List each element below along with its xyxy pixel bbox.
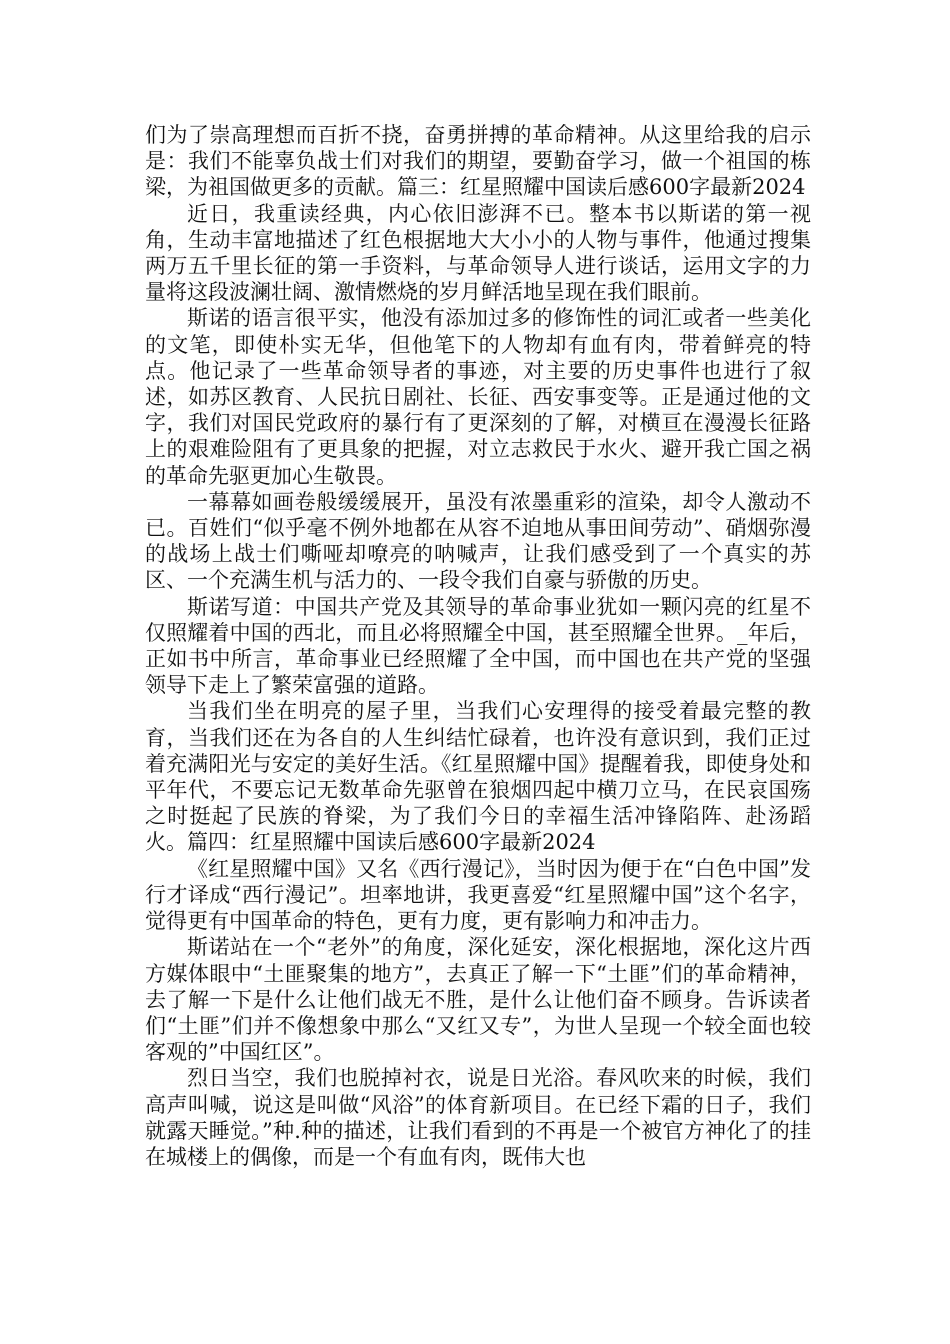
paragraph: 斯诺站在一个“老外”的角度，深化延安，深化根据地，深化这片西方媒体眼中“土匪聚集的地方”，去真正了解一下“土匪”们的革命精神，去了解一下是什么让他们战无不胜，是什么让他们奋不顾身。告诉读者们“土匪”们并不像想象中那么“又红又专”，为世人呈现一个较全面也较客观的”中国红区”。 bbox=[145, 935, 811, 1065]
paragraph-continuation: 们为了崇高理想而百折不挠，奋勇拼搏的革命精神。从这里给我的启示是：我们不能辜负战士们对我们的期望，要勤奋学习，做一个祖国的栋梁，为祖国做更多的贡献。篇三：红星照耀中国读后感600字最新2024 bbox=[145, 123, 811, 200]
paragraph: 斯诺的语言很平实，他没有添加过多的修饰性的词汇或者一些美化的文笔，即使朴实无华，但他笔下的人物却有血有肉，带着鲜亮的特点。他记录了一些革命领导者的事迹，对主要的历史事件也进行了叙述，如苏区教育、人民抗日剧社、长征、西安事变等。正是通过他的文字，我们对国民党政府的暴行有了更深刻的了解，对横亘在漫漫长征路上的艰难险阻有了更具象的把握，对立志救民于水火、避开我亡国之祸的革命先驱更加心生敬畏。 bbox=[145, 306, 811, 488]
paragraph: 烈日当空，我们也脱掉衬衣，说是日光浴。春风吹来的时候，我们高声叫喊，说这是叫做“风浴”的体育新项目。在已经下霜的日子，我们就露天睡觉。”种.种的描述，让我们看到的不再是一个被官方神化了的挂在城楼上的偶像，而是一个有血有肉，既伟大也 bbox=[145, 1066, 811, 1169]
paragraph: 《红星照耀中国》又名《西行漫记》，当时因为便于在“白色中国”发行才译成“西行漫记”。坦率地讲，我更喜爱“红星照耀中国”这个名字，觉得更有中国革命的特色，更有力度，更有影响力和冲击力。 bbox=[145, 856, 811, 934]
document-page bbox=[145, 122, 811, 1170]
paragraph: 一幕幕如画卷般缓缓展开，虽没有浓墨重彩的渲染，却令人激动不已。百姓们“似乎毫不例外地都在从容不迫地从事田间劳动”、硝烟弥漫的战场上战士们嘶哑却嘹亮的呐喊声，让我们感受到了一个真实的苏区、一个充满生机与活力的、一段令我们自豪与骄傲的历史。 bbox=[145, 489, 811, 593]
paragraph: 近日，我重读经典，内心依旧澎湃不已。整本书以斯诺的第一视角，生动丰富地描述了红色根据地大大小小的人物与事件，他通过搜集两万五千里长征的第一手资料，与革命领导人进行谈话，运用文字的力量将这段波澜壮阔、激情燃烧的岁月鲜活地呈现在我们眼前。 bbox=[145, 201, 811, 305]
paragraph: 当我们坐在明亮的屋子里，当我们心安理得的接受着最完整的教育，当我们还在为各自的人生纠结忙碌着，也许没有意识到，我们正过着充满阳光与安定的美好生活。《红星照耀中国》提醒着我，即使身处和平年代，不要忘记无数革命先驱曾在狼烟四起中横刀立马，在民哀国殇之时挺起了民族的脊梁，为了我们今日的幸福生活冲锋陷阵、赴汤蹈火。篇四：红星照耀中国读后感600字最新2024 bbox=[145, 699, 811, 855]
paragraph: 斯诺写道：中国共产党及其领导的革命事业犹如一颗闪亮的红星不仅照耀着中国的西北，而且必将照耀全中国，甚至照耀全世界。_年后，正如书中所言，革命事业已经照耀了全中国，而中国也在共产党的坚强领导下走上了繁荣富强的道路。 bbox=[145, 594, 811, 698]
